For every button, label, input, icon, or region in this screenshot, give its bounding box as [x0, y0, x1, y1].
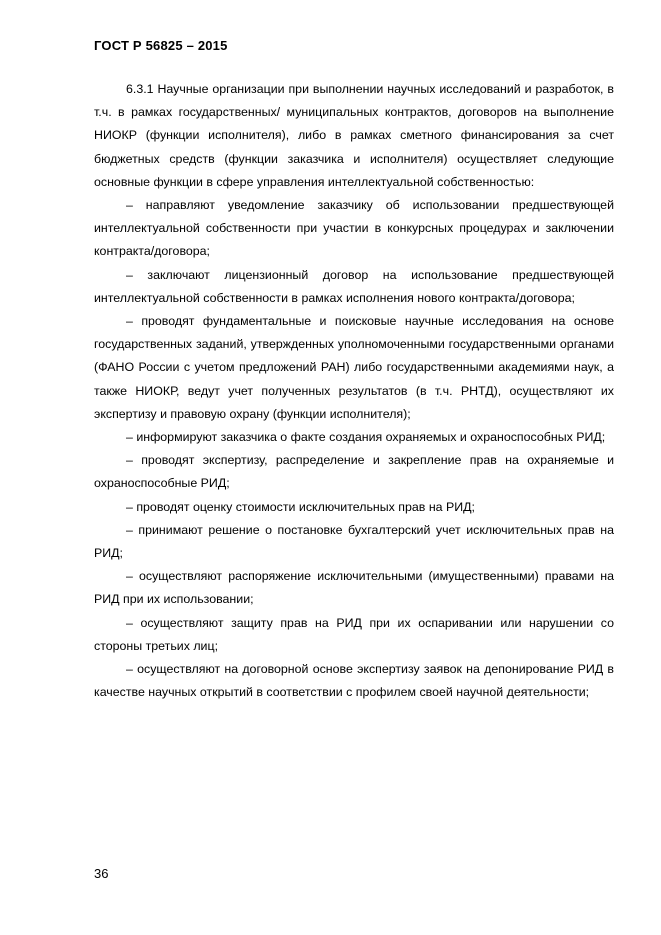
paragraph-intro: 6.3.1 Научные организации при выполнении научных исследований и разработок, в т.ч. в рамках государственных/ муниципальных контрактов, договоров на выполнение НИОКР (функции исполнителя), либо в рамках сметного финансирования за счет бюджетных средств (функции заказчика и исполнителя) осуществляет следующие основные функции в сфере управления интеллектуальной собственностью: — [94, 82, 614, 189]
list-item: – заключают лицензионный договор на использование предшествующей интеллектуальной собственности в рамках исполнения нового контракта/договора; — [94, 267, 614, 305]
list-item: – осуществляют защиту прав на РИД при их оспаривании или нарушении со стороны третьих лиц; — [94, 615, 614, 653]
list-item: – осуществляют распоряжение исключительными (имущественными) правами на РИД при их использовании; — [94, 569, 614, 607]
list-item: – осуществляют на договорной основе экспертизу заявок на депонирование РИД в качестве научных открытий в соответствии с профилем своей научной деятельности; — [94, 662, 614, 700]
list-item: – принимают решение о постановке бухгалтерский учет исключительных прав на РИД; — [94, 522, 614, 561]
standard-code-header: ГОСТ Р 56825 – 2015 — [94, 38, 228, 53]
list-item: – проводят фундаментальные и поисковые научные исследования на основе государственных заданий, утвержденных уполномоченными государственными органами (ФАНО России с учетом предложений РАН) либо государственными академиями наук, а также НИОКР, ведут учет полученных результатов (в т.ч. РНТД), осуществляют их экспертизу и правовую охрану (функции исполнителя); — [94, 314, 614, 421]
list-item: – проводят оценку стоимости исключительных прав на РИД; — [126, 499, 475, 514]
document-body — [94, 78, 614, 704]
list-item: – проводят экспертизу, распределение и закрепление прав на охраняемые и охраноспособные РИД; — [94, 453, 614, 491]
list-item: – направляют уведомление заказчику об использовании предшествующей интеллектуальной собственности при участии в конкурсных процедурах и заключении контракта/договора; — [94, 198, 614, 259]
list-item: – информируют заказчика о факте создания охраняемых и охраноспособных РИД; — [126, 430, 606, 445]
page-number: 36 — [94, 866, 109, 881]
